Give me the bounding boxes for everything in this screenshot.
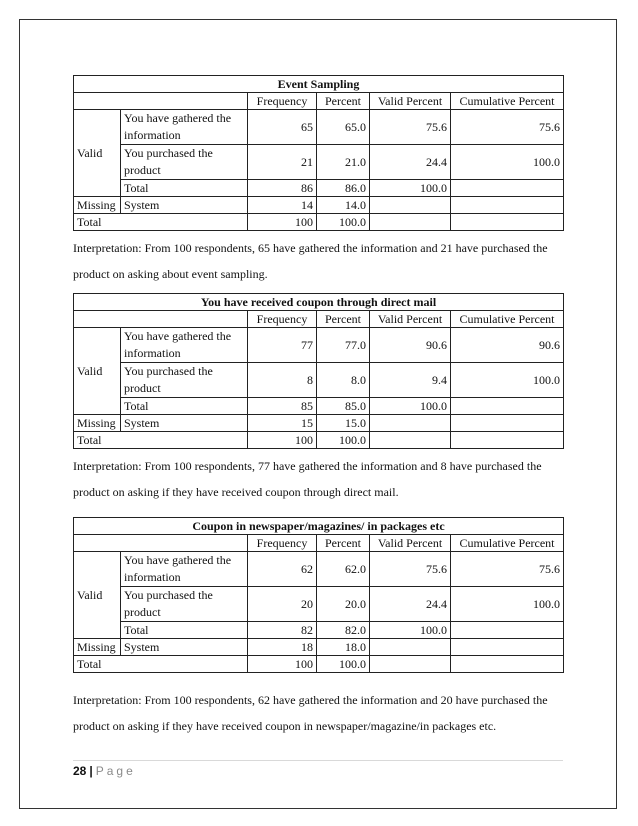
page-number: 28 (73, 764, 87, 778)
cell-percent: 15.0 (317, 415, 370, 432)
cell-percent: 100.0 (317, 214, 370, 231)
cell-valid-percent: 100.0 (370, 622, 451, 639)
header-cumulative-percent: Cumulative Percent (451, 93, 564, 110)
missing-label: Missing (74, 197, 121, 214)
table-title: You have received coupon through direct mail (74, 294, 564, 311)
header-cumulative-percent: Cumulative Percent (451, 535, 564, 552)
cell-frequency: 21 (248, 145, 317, 180)
cell-empty (451, 197, 564, 214)
frequency-table (73, 75, 564, 231)
cell-percent: 86.0 (317, 180, 370, 197)
interpretation-text: Interpretation: From 100 respondents, 77 have gathered the information and 8 have purchased the product on asking if they have received coupon through direct mail. (73, 459, 542, 499)
table-row (74, 110, 564, 145)
interpretation-text: Interpretation: From 100 respondents, 65 have gathered the information and 21 have purchased the product on asking about event sampling. (73, 241, 548, 281)
cell-percent: 100.0 (317, 656, 370, 673)
grand-total-label: Total (74, 656, 248, 673)
cell-percent: 82.0 (317, 622, 370, 639)
cell-empty (370, 432, 451, 449)
cell-frequency: 85 (248, 398, 317, 415)
footer-separator: | (89, 764, 93, 778)
cell-frequency: 15 (248, 415, 317, 432)
interpretation-text: Interpretation: From 100 respondents, 62 have gathered the information and 20 have purchased the product on asking if they have received coupon in newspaper/magazine/in packages etc. (73, 693, 548, 733)
cell-percent: 14.0 (317, 197, 370, 214)
table-row (74, 656, 564, 673)
header-blank (74, 311, 248, 328)
cell-empty (451, 398, 564, 415)
table-row (74, 328, 564, 363)
header-frequency: Frequency (248, 535, 317, 552)
table-row (74, 363, 564, 398)
cell-empty (451, 639, 564, 656)
cell-percent: 21.0 (317, 145, 370, 180)
row-label: You purchased the product (121, 363, 248, 398)
table-row (74, 415, 564, 432)
table-row (74, 552, 564, 587)
valid-label: Valid (74, 328, 121, 415)
row-label: System (121, 415, 248, 432)
cell-percent: 62.0 (317, 552, 370, 587)
header-frequency: Frequency (248, 311, 317, 328)
cell-percent: 20.0 (317, 587, 370, 622)
cell-cumulative-percent: 90.6 (451, 328, 564, 363)
cell-cumulative-percent: 75.6 (451, 552, 564, 587)
grand-total-label: Total (74, 432, 248, 449)
table-title: Event Sampling (74, 76, 564, 93)
cell-empty (370, 197, 451, 214)
row-label: You purchased the product (121, 587, 248, 622)
cell-empty (370, 656, 451, 673)
row-label: System (121, 197, 248, 214)
cell-empty (370, 415, 451, 432)
header-valid-percent: Valid Percent (370, 535, 451, 552)
cell-valid-percent: 24.4 (370, 587, 451, 622)
header-valid-percent: Valid Percent (370, 311, 451, 328)
missing-label: Missing (74, 415, 121, 432)
table-row (74, 639, 564, 656)
table-row (74, 398, 564, 415)
cell-valid-percent: 24.4 (370, 145, 451, 180)
header-percent: Percent (317, 311, 370, 328)
header-cumulative-percent: Cumulative Percent (451, 311, 564, 328)
cell-frequency: 77 (248, 328, 317, 363)
cell-valid-percent: 75.6 (370, 110, 451, 145)
row-label: You have gathered the information (121, 552, 248, 587)
missing-label: Missing (74, 639, 121, 656)
row-label: You have gathered the information (121, 328, 248, 363)
cell-percent: 85.0 (317, 398, 370, 415)
table-row (74, 432, 564, 449)
cell-empty (370, 214, 451, 231)
table-row (74, 587, 564, 622)
cell-frequency: 86 (248, 180, 317, 197)
section-direct-mail (73, 293, 563, 505)
table-row (74, 145, 564, 180)
row-label: Total (121, 398, 248, 415)
frequency-table (73, 293, 564, 449)
valid-label: Valid (74, 552, 121, 639)
frequency-table (73, 517, 564, 673)
cell-valid-percent: 9.4 (370, 363, 451, 398)
cell-frequency: 82 (248, 622, 317, 639)
cell-empty (451, 432, 564, 449)
header-blank (74, 535, 248, 552)
table-row (74, 622, 564, 639)
cell-frequency: 8 (248, 363, 317, 398)
header-frequency: Frequency (248, 93, 317, 110)
cell-frequency: 100 (248, 214, 317, 231)
cell-empty (451, 622, 564, 639)
cell-frequency: 100 (248, 432, 317, 449)
cell-percent: 18.0 (317, 639, 370, 656)
header-blank (74, 93, 248, 110)
cell-valid-percent: 100.0 (370, 180, 451, 197)
row-label: Total (121, 622, 248, 639)
cell-frequency: 62 (248, 552, 317, 587)
cell-frequency: 18 (248, 639, 317, 656)
cell-frequency: 14 (248, 197, 317, 214)
cell-cumulative-percent: 75.6 (451, 110, 564, 145)
cell-valid-percent: 90.6 (370, 328, 451, 363)
cell-empty (451, 214, 564, 231)
cell-cumulative-percent: 100.0 (451, 587, 564, 622)
cell-cumulative-percent: 100.0 (451, 363, 564, 398)
cell-valid-percent: 75.6 (370, 552, 451, 587)
cell-valid-percent: 100.0 (370, 398, 451, 415)
header-valid-percent: Valid Percent (370, 93, 451, 110)
cell-empty (370, 639, 451, 656)
row-label: You have gathered the information (121, 110, 248, 145)
row-label: System (121, 639, 248, 656)
cell-empty (451, 415, 564, 432)
section-newspaper-coupon (73, 517, 563, 739)
table-row (74, 197, 564, 214)
cell-empty (451, 180, 564, 197)
cell-percent: 65.0 (317, 110, 370, 145)
table-row (74, 214, 564, 231)
cell-cumulative-percent: 100.0 (451, 145, 564, 180)
cell-percent: 8.0 (317, 363, 370, 398)
page-label: Page (95, 764, 136, 778)
cell-frequency: 100 (248, 656, 317, 673)
cell-percent: 77.0 (317, 328, 370, 363)
section-event-sampling (73, 75, 563, 287)
valid-label: Valid (74, 110, 121, 197)
row-label: Total (121, 180, 248, 197)
header-percent: Percent (317, 93, 370, 110)
grand-total-label: Total (74, 214, 248, 231)
row-label: You purchased the product (121, 145, 248, 180)
table-title: Coupon in newspaper/magazines/ in packages etc (74, 518, 564, 535)
cell-frequency: 20 (248, 587, 317, 622)
header-percent: Percent (317, 535, 370, 552)
cell-percent: 100.0 (317, 432, 370, 449)
page-footer (73, 760, 563, 784)
cell-frequency: 65 (248, 110, 317, 145)
table-row (74, 180, 564, 197)
cell-empty (451, 656, 564, 673)
